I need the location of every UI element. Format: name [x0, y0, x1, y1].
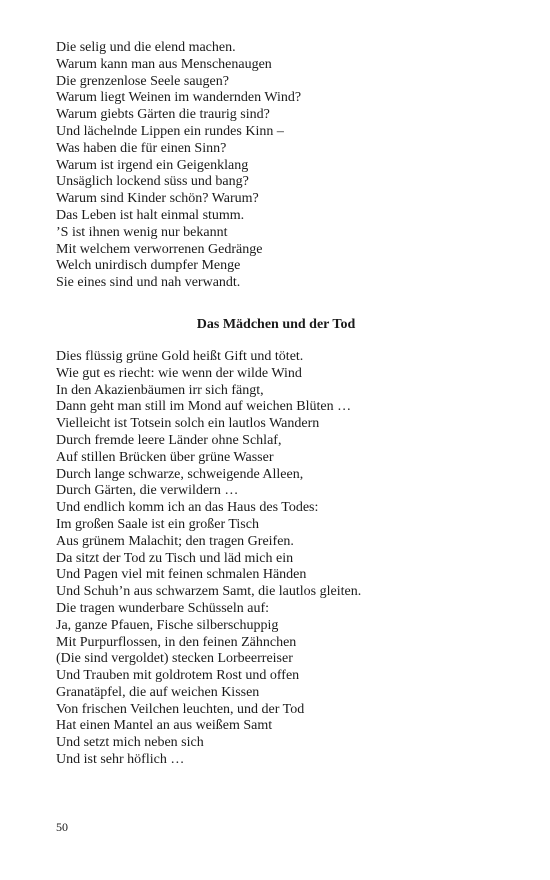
poem-line: Da sitzt der Tod zu Tisch und läd mich ein: [56, 550, 294, 566]
poem-line: Warum ist irgend ein Geigenklang: [56, 157, 249, 173]
page-number: 50: [56, 820, 68, 834]
poem-line: Hat einen Mantel an aus weißem Samt: [56, 718, 273, 734]
poem-line: Und lächelnde Lippen ein rundes Kinn –: [56, 123, 284, 139]
poem-line: Sie eines sind und nah verwandt.: [56, 275, 241, 291]
poem-line: Und endlich komm ich an das Haus des Todes:: [56, 500, 319, 516]
poem-line: Durch Gärten, die verwildern …: [56, 483, 239, 499]
poem-line: Warum kann man aus Menschenaugen: [56, 56, 272, 72]
poem-line: Wie gut es riecht: wie wenn der wilde Wind: [56, 365, 302, 381]
poem-line: Was haben die für einen Sinn?: [56, 140, 227, 156]
poem-line: Granatäpfel, die auf weichen Kissen: [56, 684, 260, 700]
poem-line: Und ist sehr höflich …: [56, 752, 185, 768]
poem-line: Die tragen wunderbare Schüsseln auf:: [56, 600, 270, 616]
poem-fragment: [56, 40, 496, 292]
poem-line: Und setzt mich neben sich: [56, 735, 204, 751]
poem-title: Das Mädchen und der Tod: [196, 316, 356, 332]
poem-line: ’S ist ihnen wenig nur bekannt: [56, 224, 228, 240]
poem-line: Warum giebts Gärten die traurig sind?: [56, 107, 270, 123]
poem-line: Dann geht man still im Mond auf weichen Blüten …: [56, 399, 352, 415]
poem-line: Durch lange schwarze, schweigende Alleen,: [56, 466, 304, 482]
poem-line: Von frischen Veilchen leuchten, und der Tod: [56, 701, 305, 717]
poem-line: Vielleicht ist Totsein solch ein lautlos Wandern: [56, 416, 320, 432]
poem-line: Und Pagen viel mit feinen schmalen Händen: [56, 567, 307, 583]
poem-line: Unsäglich lockend süss und bang?: [56, 174, 249, 190]
poem-line: Im großen Saale ist ein großer Tisch: [56, 516, 259, 532]
poem-line: Auf stillen Brücken über grüne Wasser: [56, 449, 274, 465]
poem-line: Und Schuh’n aus schwarzem Samt, die lautlos gleiten.: [56, 584, 362, 600]
poem-line: (Die sind vergoldet) stecken Lorbeerreiser: [56, 651, 293, 667]
poem-line: Welch unirdisch dumpfer Menge: [56, 258, 241, 274]
poem-line: Die grenzenlose Seele saugen?: [56, 73, 229, 89]
poem-line: Und Trauben mit goldrotem Rost und offen: [56, 668, 300, 684]
poem-line: Warum sind Kinder schön? Warum?: [56, 191, 259, 207]
book-page: [56, 40, 496, 769]
poem-line: Mit welchem verworrenen Gedränge: [56, 241, 263, 257]
poem-line: Durch fremde leere Länder ohne Schlaf,: [56, 432, 282, 448]
poem-line: Das Leben ist halt einmal stumm.: [56, 207, 245, 223]
poem-line: Die selig und die elend machen.: [56, 40, 236, 55]
poem-line: Warum liegt Weinen im wandernden Wind?: [56, 90, 302, 106]
poem-line: Aus grünem Malachit; den tragen Greifen.: [56, 533, 294, 549]
poem-line: Mit Purpurflossen, in den feinen Zähnchen: [56, 634, 297, 650]
poem-line: Ja, ganze Pfauen, Fische silberschuppig: [56, 617, 279, 633]
poem-line: Dies flüssig grüne Gold heißt Gift und tötet.: [56, 348, 304, 364]
poem-body: [56, 349, 496, 769]
poem-line: In den Akazienbäumen irr sich fängt,: [56, 382, 264, 398]
